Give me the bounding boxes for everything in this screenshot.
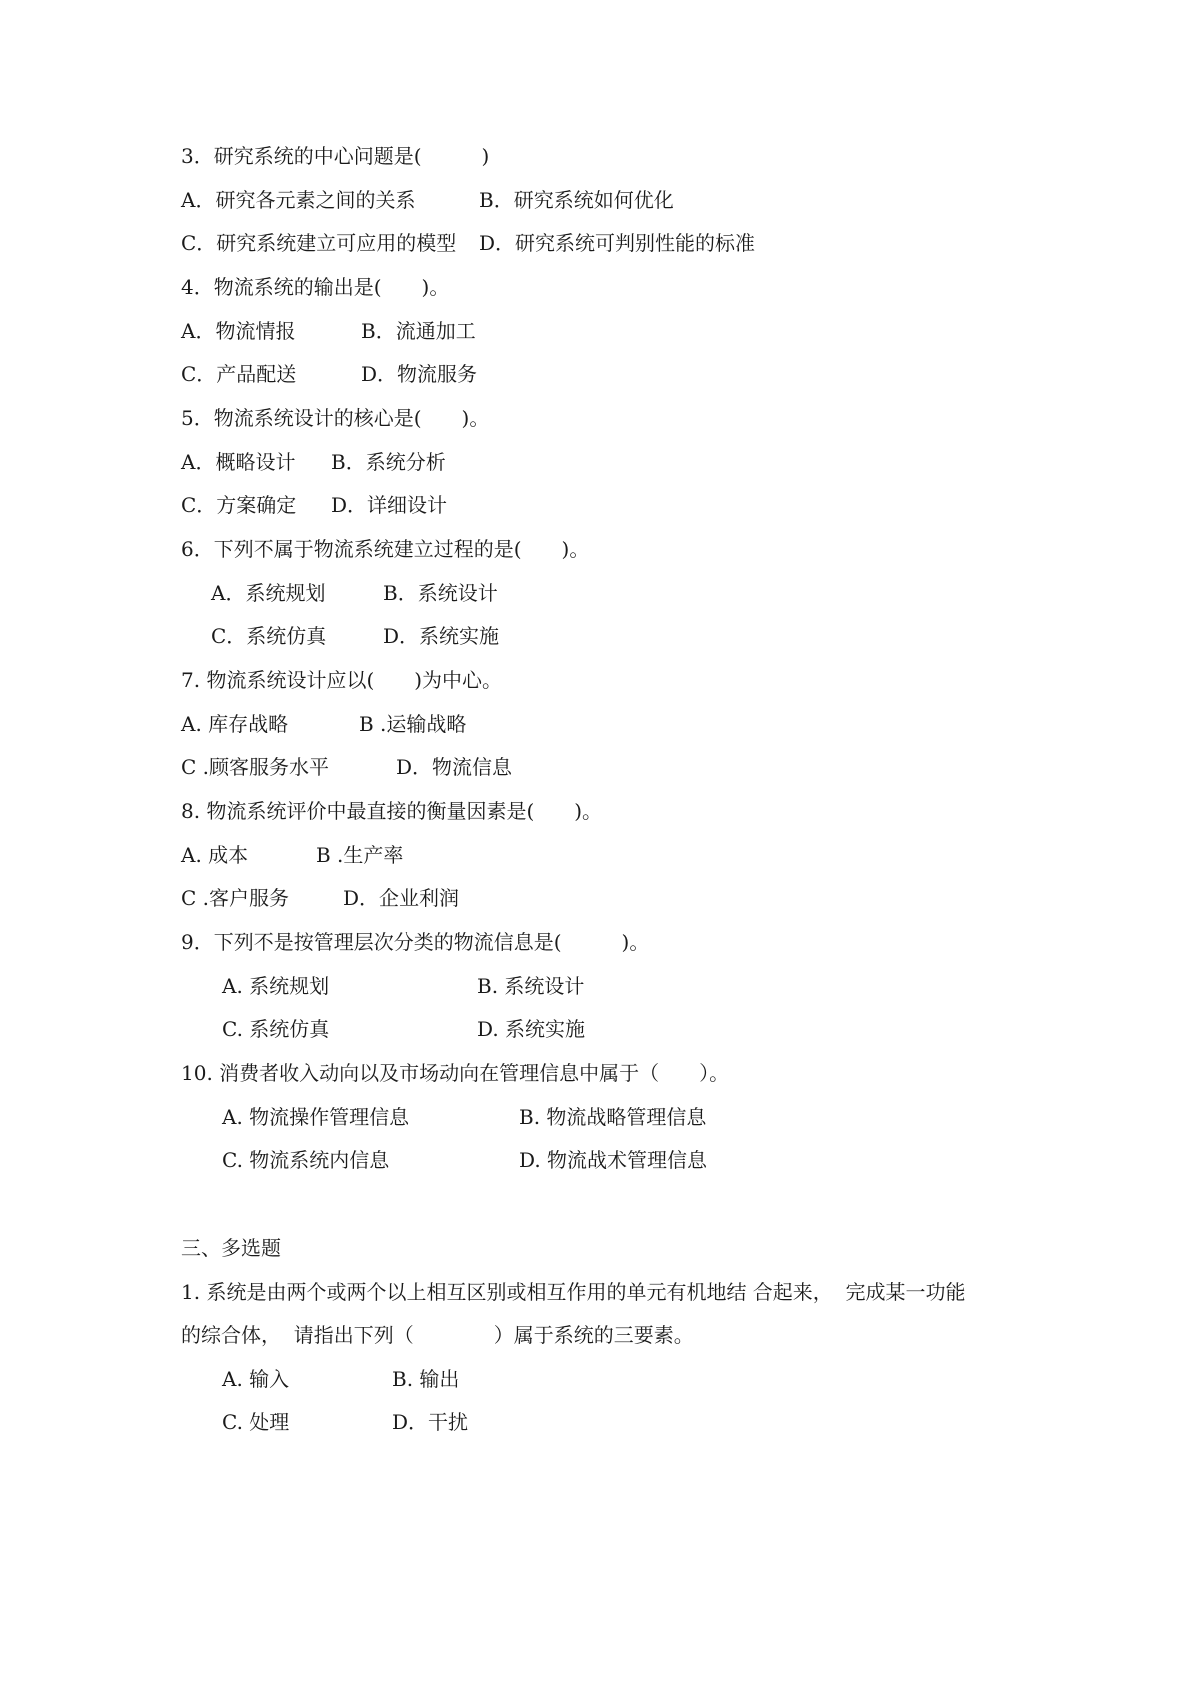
question-10-options-row-1 [222,1095,922,1139]
question-10-option-a: A. 物流操作管理信息 [222,1105,410,1129]
question-5-options-row-1 [181,440,781,484]
section3-question-1-stem-line2: 的综合体， 请指出下列（ ）属于系统的三要素。 [181,1323,694,1347]
question-7-options-row-1 [181,702,781,746]
question-3-option-a: A．研究各元素之间的关系 [181,188,416,212]
question-3-option-c: C．研究系统建立可应用的模型 [181,231,457,255]
question-5-option-a: A．概略设计 [181,450,296,474]
question-6-options-row-1 [211,571,811,615]
section3-question-1-option-d: D．干扰 [392,1410,469,1434]
section3-question-1-stem-line1: 1. 系统是由两个或两个以上相互区别或相互作用的单元有机地结 合起来， 完成某一功能 [181,1280,966,1304]
question-9-options-row-2 [222,1007,922,1051]
question-8-option-b: B .生产率 [316,843,404,867]
question-8-option-a: A. 成本 [181,843,249,867]
question-10-option-c: C. 物流系统内信息 [222,1148,390,1172]
question-10-option-d: D. 物流战术管理信息 [519,1148,708,1172]
section3-question-1-option-a: A. 输入 [222,1367,290,1391]
question-5-option-d: D．详细设计 [331,493,448,517]
question-4-option-a: A．物流情报 [181,319,296,343]
question-7-option-b: B .运输战略 [359,712,467,736]
question-6-option-b: B．系统设计 [383,581,498,605]
question-8-options-row-2 [181,876,781,920]
question-7-option-c: C .顾客服务水平 [181,755,330,779]
question-6-option-c: C．系统仿真 [211,624,327,648]
question-7-option-d: D．物流信息 [396,755,513,779]
question-4-options-row-1 [181,309,781,353]
question-5-options-row-2 [181,483,781,527]
question-3-option-b: B．研究系统如何优化 [479,188,674,212]
question-8-option-d: D．企业利润 [343,886,460,910]
question-4-option-c: C．产品配送 [181,362,297,386]
question-9-option-b: B. 系统设计 [477,974,585,998]
section3-question-1-option-c: C. 处理 [222,1410,290,1434]
question-6-stem: 6．下列不属于物流系统建立过程的是( )。 [181,537,590,561]
question-9-option-c: C. 系统仿真 [222,1017,330,1041]
question-4-option-b: B．流通加工 [361,319,476,343]
question-6-option-d: D．系统实施 [383,624,500,648]
question-7-option-a: A. 库存战略 [181,712,289,736]
question-4-options-row-2 [181,352,781,396]
question-6-option-a: A．系统规划 [211,581,326,605]
question-9-option-d: D. 系统实施 [477,1017,586,1041]
question-10-options-row-2 [222,1138,922,1182]
question-3-option-d: D．研究系统可判别性能的标准 [479,231,756,255]
question-7-stem: 7. 物流系统设计应以( )为中心。 [181,668,503,692]
question-3-options-row-2 [181,221,1081,265]
section-heading-multiple-choice: 三、多选题 [181,1236,281,1260]
question-10-option-b: B. 物流战略管理信息 [519,1105,707,1129]
question-5-option-b: B．系统分析 [331,450,446,474]
question-5-stem: 5．物流系统设计的核心是( )。 [181,406,490,430]
question-6-options-row-2 [211,614,811,658]
question-9-option-a: A. 系统规划 [222,974,330,998]
question-9-stem: 9．下列不是按管理层次分类的物流信息是( )。 [181,930,650,954]
question-9-options-row-1 [222,964,922,1008]
question-8-options-row-1 [181,833,781,877]
section3-question-1-option-b: B. 输出 [392,1367,460,1391]
question-8-option-c: C .客户服务 [181,886,290,910]
section3-question-1-options-row-2 [222,1400,822,1444]
question-3-options-row-1 [181,178,1081,222]
question-3-stem: 3．研究系统的中心问题是( ) [181,144,490,168]
question-5-option-c: C．方案确定 [181,493,297,517]
question-7-options-row-2 [181,745,781,789]
section3-question-1-options-row-1 [222,1357,822,1401]
question-4-stem: 4．物流系统的输出是( )。 [181,275,450,299]
question-4-option-d: D．物流服务 [361,362,478,386]
question-8-stem: 8. 物流系统评价中最直接的衡量因素是( )。 [181,799,603,823]
question-10-stem: 10. 消费者收入动向以及市场动向在管理信息中属于（ ）。 [181,1061,730,1085]
